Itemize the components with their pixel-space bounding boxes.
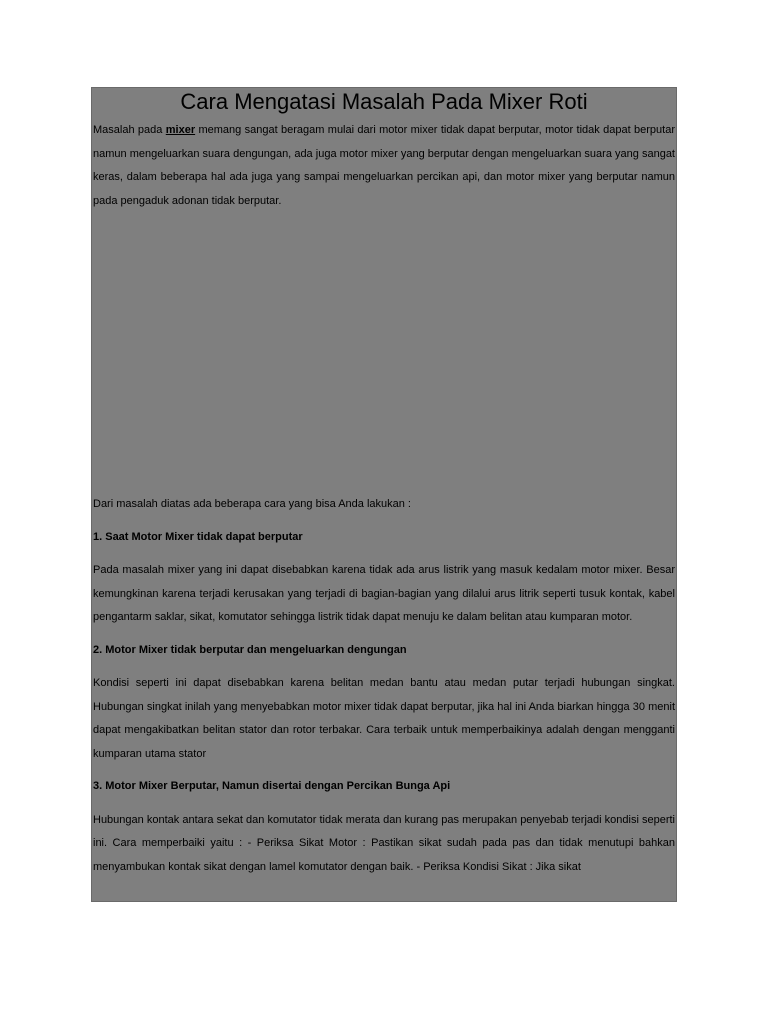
article-title: Cara Mengatasi Masalah Pada Mixer Roti xyxy=(180,89,588,114)
section-heading-1: 1. Saat Motor Mixer tidak dapat berputar xyxy=(93,530,303,543)
embedded-media-space xyxy=(92,213,676,493)
section-body-3: Hubungan kontak antara sekat dan komutator tidak merata dan kurang pas merupakan penyebab terjadi kondisi seperti ini. Cara memperbaiki yaitu : - Periksa Sikat Motor : Pastikan sikat sudah pada pas dan tidak menutupi bahkan menyambukan kontak sikat dengan lamel komutator dengan baik. - Periksa Kondisi Sikat : Jika sikat xyxy=(93,813,675,873)
section-body-1: Pada masalah mixer yang ini dapat disebabkan karena tidak ada arus listrik yang masuk kedalam motor mixer. Besar kemungkinan karena terjadi kerusakan yang terjadi di bagian-bagian yang dilalui arus litrik seperti tusuk kontak, kabel pengantarm saklar, sikat, komutator sehingga listrik tidak dapat menuju ke dalam belitan atau kumparan motor. xyxy=(93,564,675,623)
mixer-link[interactable]: mixer xyxy=(165,124,196,136)
section-heading-3: 3. Motor Mixer Berputar, Namun disertai dengan Percikan Bunga Api xyxy=(93,780,451,792)
intro-text-start: Masalah pada xyxy=(93,124,166,136)
document-page-block xyxy=(91,87,677,902)
section-body-2: Kondisi seperti ini dapat disebabkan karena belitan medan bantu atau medan putar terjadi hubungan singkat. Hubungan singkat inilah yang menyebabkan motor mixer tidak dapat berputar, jika hal ini Anda biarkan hingga 30 menit dapat mengakibatkan belitan stator dan rotor terbakar. Cara terbaik untuk memperbaikinya adalah dengan mengganti kumparan utama stator xyxy=(93,677,675,760)
lead-in-paragraph: Dari masalah diatas ada beberapa cara yang bisa Anda lakukan : xyxy=(93,498,411,510)
intro-text-end: memang sangat beragam mulai dari motor mixer tidak dapat berputar, motor tidak dapat berputar namun mengeluarkan suara dengungan, ada juga motor mixer yang berputar dengan mengeluarkan suara yang sangat keras, dalam beberapa hal ada juga yang sampai mengeluarkan percikan api, dan motor mixer yang berputar namun pada pengaduk adonan tidak berputar. xyxy=(93,124,675,207)
intro-paragraph xyxy=(92,119,676,213)
section-heading-2: 2. Motor Mixer tidak berputar dan mengeluarkan dengungan xyxy=(93,643,407,656)
